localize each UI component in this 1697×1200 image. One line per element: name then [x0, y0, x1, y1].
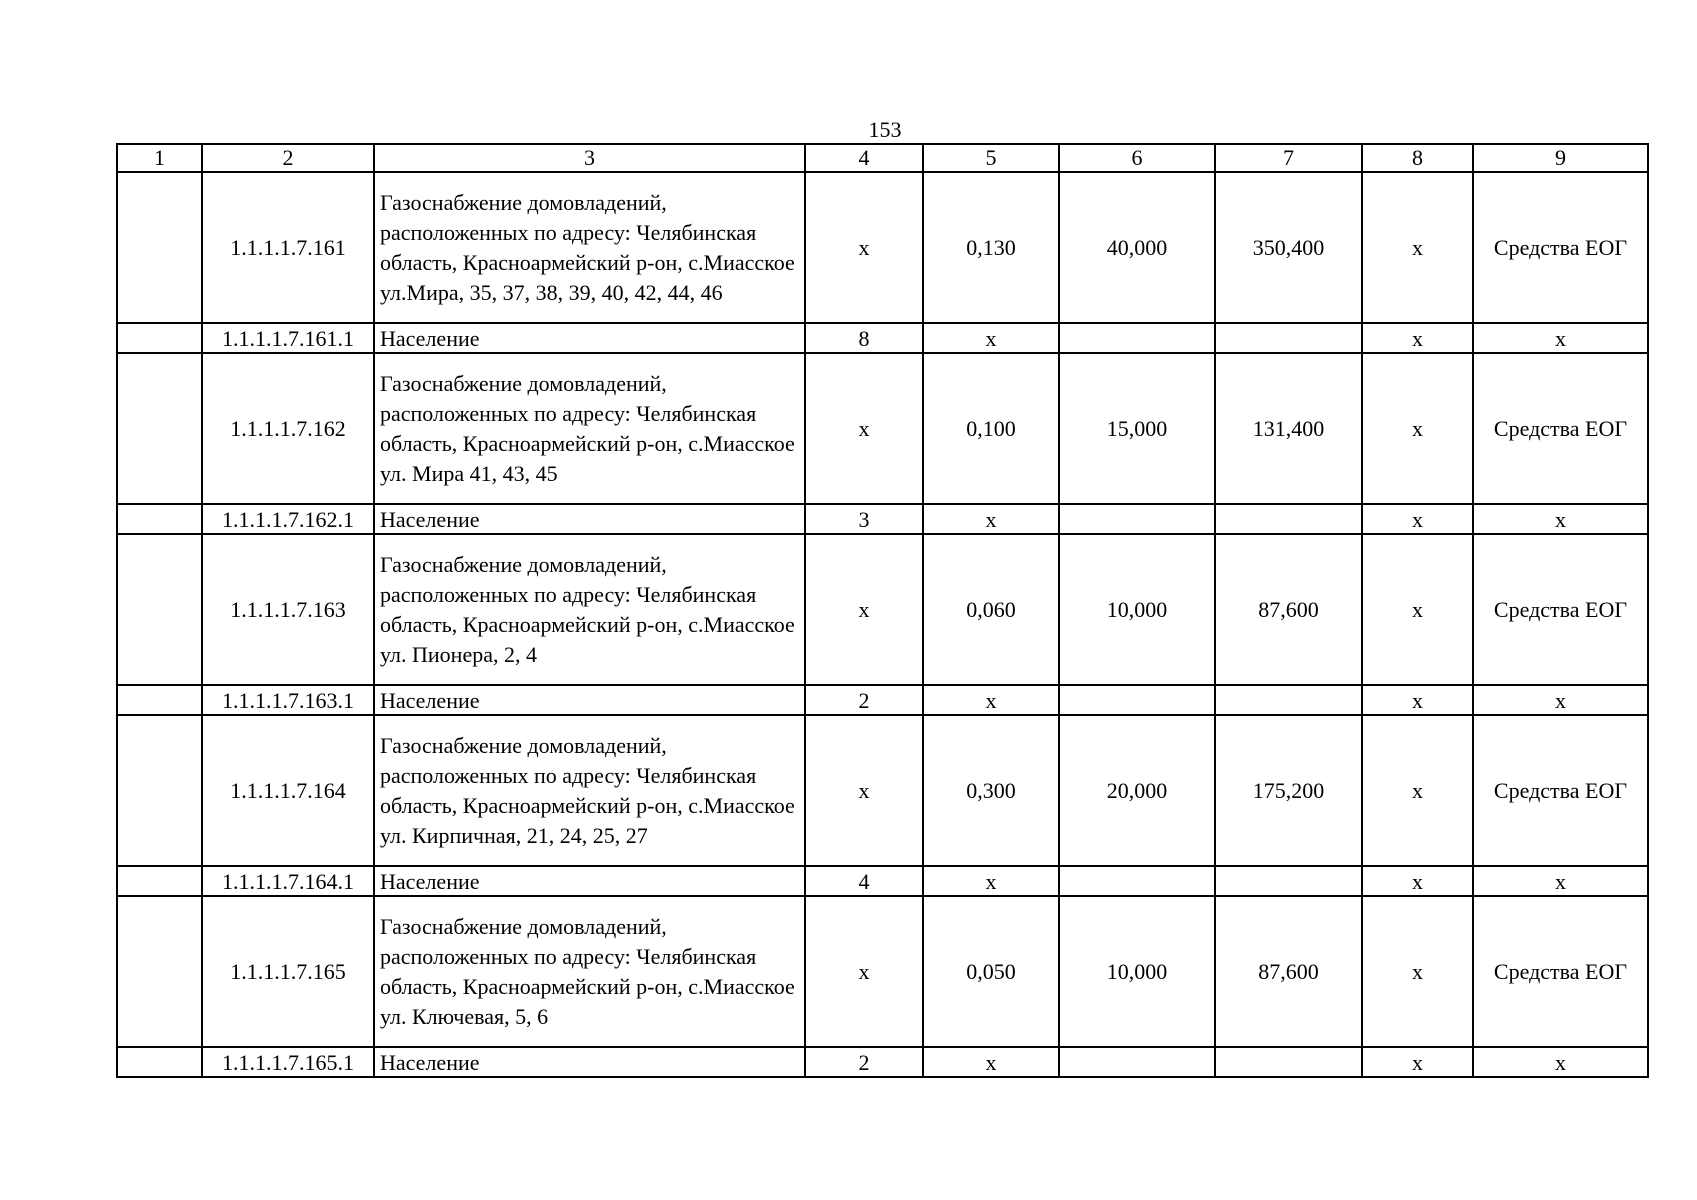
row-marker-cell [117, 353, 202, 504]
col8-cell: х [1362, 323, 1473, 353]
row-marker-cell [117, 1047, 202, 1077]
funding-source-cell: Средства ЕОГ [1473, 715, 1648, 866]
row-marker-cell [117, 172, 202, 323]
item-code-cell: 1.1.1.1.7.164.1 [202, 866, 374, 896]
row-marker-cell [117, 534, 202, 685]
funding-source-cell: Средства ЕОГ [1473, 896, 1648, 1047]
length-cell: х [923, 866, 1059, 896]
capacity-cell [1059, 866, 1215, 896]
description-cell: Население [374, 1047, 805, 1077]
description-cell: Газоснабжение домовладений, расположенных по адресу: Челябинская область, Красноармейский р-он, с.Миасское ул. Ключевая, 5, 6 [374, 896, 805, 1047]
col8-cell: х [1362, 866, 1473, 896]
quantity-cell: 2 [805, 1047, 923, 1077]
col8-cell: х [1362, 685, 1473, 715]
table-row [117, 896, 1648, 1047]
description-cell: Газоснабжение домовладений, расположенных по адресу: Челябинская область, Красноармейский р-он, с.Миасское ул.Мира, 35, 37, 38, 39, 40, 42, 44, 46 [374, 172, 805, 323]
description-cell: Газоснабжение домовладений, расположенных по адресу: Челябинская область, Красноармейский р-он, с.Миасское ул. Мира 41, 43, 45 [374, 353, 805, 504]
table-row [117, 534, 1648, 685]
quantity-cell: х [805, 715, 923, 866]
description-cell: Население [374, 504, 805, 534]
page-number: 153 [868, 117, 902, 142]
funding-source-cell: х [1473, 685, 1648, 715]
col8-cell: х [1362, 1047, 1473, 1077]
quantity-cell: х [805, 353, 923, 504]
capacity-cell: 20,000 [1059, 715, 1215, 866]
volume-cell [1215, 866, 1362, 896]
funding-source-cell: х [1473, 504, 1648, 534]
row-marker-cell [117, 866, 202, 896]
funding-source-cell: х [1473, 323, 1648, 353]
description-cell: Население [374, 866, 805, 896]
capacity-cell: 15,000 [1059, 353, 1215, 504]
capacity-cell: 10,000 [1059, 896, 1215, 1047]
item-code-cell: 1.1.1.1.7.163 [202, 534, 374, 685]
volume-cell: 350,400 [1215, 172, 1362, 323]
quantity-cell: 4 [805, 866, 923, 896]
table-subrow [117, 866, 1648, 896]
length-cell: 0,130 [923, 172, 1059, 323]
quantity-cell: 2 [805, 685, 923, 715]
volume-cell: 87,600 [1215, 534, 1362, 685]
column-header: 8 [1362, 144, 1473, 172]
length-cell: 0,060 [923, 534, 1059, 685]
column-header: 7 [1215, 144, 1362, 172]
length-cell: х [923, 1047, 1059, 1077]
item-code-cell: 1.1.1.1.7.162.1 [202, 504, 374, 534]
col8-cell: х [1362, 534, 1473, 685]
item-code-cell: 1.1.1.1.7.161.1 [202, 323, 374, 353]
column-header: 3 [374, 144, 805, 172]
funding-source-cell: Средства ЕОГ [1473, 534, 1648, 685]
capacity-cell [1059, 504, 1215, 534]
description-cell: Газоснабжение домовладений, расположенных по адресу: Челябинская область, Красноармейский р-он, с.Миасское ул. Кирпичная, 21, 24, 25, 27 [374, 715, 805, 866]
row-marker-cell [117, 715, 202, 866]
length-cell: 0,100 [923, 353, 1059, 504]
col8-cell: х [1362, 896, 1473, 1047]
table-subrow [117, 685, 1648, 715]
table-header-row [117, 144, 1648, 172]
column-header: 5 [923, 144, 1059, 172]
item-code-cell: 1.1.1.1.7.164 [202, 715, 374, 866]
row-marker-cell [117, 685, 202, 715]
volume-cell: 87,600 [1215, 896, 1362, 1047]
data-table [116, 143, 1649, 1078]
col8-cell: х [1362, 172, 1473, 323]
quantity-cell: 3 [805, 504, 923, 534]
capacity-cell: 10,000 [1059, 534, 1215, 685]
column-header: 6 [1059, 144, 1215, 172]
volume-cell [1215, 1047, 1362, 1077]
col8-cell: х [1362, 715, 1473, 866]
capacity-cell [1059, 685, 1215, 715]
column-header: 9 [1473, 144, 1648, 172]
row-marker-cell [117, 323, 202, 353]
capacity-cell [1059, 1047, 1215, 1077]
funding-source-cell: Средства ЕОГ [1473, 353, 1648, 504]
volume-cell: 175,200 [1215, 715, 1362, 866]
quantity-cell: х [805, 534, 923, 685]
funding-source-cell: х [1473, 866, 1648, 896]
item-code-cell: 1.1.1.1.7.165 [202, 896, 374, 1047]
quantity-cell: х [805, 896, 923, 1047]
length-cell: х [923, 685, 1059, 715]
volume-cell: 131,400 [1215, 353, 1362, 504]
col8-cell: х [1362, 504, 1473, 534]
volume-cell [1215, 685, 1362, 715]
length-cell: х [923, 323, 1059, 353]
column-header: 2 [202, 144, 374, 172]
table-subrow [117, 1047, 1648, 1077]
row-marker-cell [117, 896, 202, 1047]
column-header: 4 [805, 144, 923, 172]
row-marker-cell [117, 504, 202, 534]
length-cell: 0,050 [923, 896, 1059, 1047]
table-row [117, 353, 1648, 504]
item-code-cell: 1.1.1.1.7.162 [202, 353, 374, 504]
funding-source-cell: х [1473, 1047, 1648, 1077]
description-cell: Газоснабжение домовладений, расположенных по адресу: Челябинская область, Красноармейский р-он, с.Миасское ул. Пионера, 2, 4 [374, 534, 805, 685]
funding-source-cell: Средства ЕОГ [1473, 172, 1648, 323]
table-row [117, 715, 1648, 866]
quantity-cell: 8 [805, 323, 923, 353]
column-header: 1 [117, 144, 202, 172]
capacity-cell: 40,000 [1059, 172, 1215, 323]
table-row [117, 172, 1648, 323]
length-cell: 0,300 [923, 715, 1059, 866]
item-code-cell: 1.1.1.1.7.163.1 [202, 685, 374, 715]
description-cell: Население [374, 323, 805, 353]
quantity-cell: х [805, 172, 923, 323]
capacity-cell [1059, 323, 1215, 353]
table-subrow [117, 504, 1648, 534]
volume-cell [1215, 323, 1362, 353]
item-code-cell: 1.1.1.1.7.161 [202, 172, 374, 323]
length-cell: х [923, 504, 1059, 534]
col8-cell: х [1362, 353, 1473, 504]
description-cell: Население [374, 685, 805, 715]
table-subrow [117, 323, 1648, 353]
volume-cell [1215, 504, 1362, 534]
item-code-cell: 1.1.1.1.7.165.1 [202, 1047, 374, 1077]
